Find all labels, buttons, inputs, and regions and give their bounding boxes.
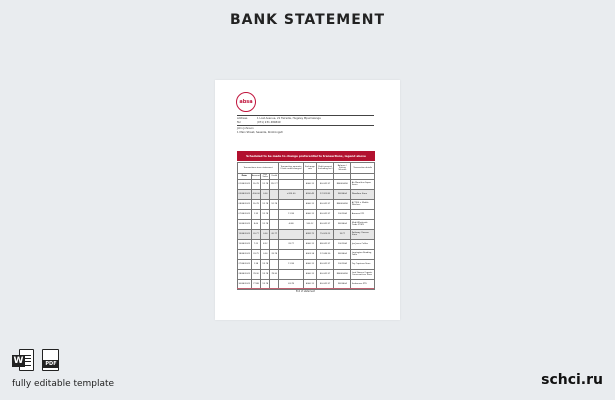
cell-amount: 7.22 bbox=[251, 239, 261, 249]
cell-credit bbox=[270, 239, 279, 249]
site-watermark: schci.ru bbox=[541, 372, 603, 388]
cell-balance: 75,025.22 bbox=[316, 229, 333, 239]
cell-balance: 80,241.37 bbox=[316, 279, 333, 289]
cell-amount: 1.38 bbox=[251, 259, 261, 269]
col-amounts: Transaction amounts (Cash credit/charges) bbox=[279, 163, 304, 174]
cell-balance: 80,241.37 bbox=[316, 199, 333, 209]
cell-rate: 33.77 bbox=[279, 239, 304, 249]
cell-credit: 92.78 bbox=[270, 199, 279, 209]
cell-fee: 92.78 bbox=[261, 209, 270, 219]
cell-date: 07/04/2022 bbox=[238, 209, 252, 219]
cell-credit bbox=[270, 209, 279, 219]
cell-fee: 0.00 bbox=[261, 229, 270, 239]
cell-fee: 0.00 bbox=[261, 189, 270, 199]
phone-value: (071) 231 484849 bbox=[257, 120, 281, 124]
bank-logo: absa bbox=[236, 92, 256, 112]
table-row bbox=[238, 219, 375, 229]
cell-amount: 55.78 bbox=[251, 179, 261, 189]
holder-name: John Johnson bbox=[237, 127, 254, 130]
cell-rate bbox=[279, 229, 304, 239]
cell-credit bbox=[270, 219, 279, 229]
col-details: Transaction details bbox=[351, 163, 375, 174]
cell-debit: 900.12 bbox=[303, 219, 316, 229]
cell-date: 03/04/2022 bbox=[238, 189, 252, 199]
cell-rate: 11.98 bbox=[279, 259, 304, 269]
col-balance: Balance / Pricing Scheme bbox=[334, 163, 351, 174]
cell-detail: Pathway Cinema Store bbox=[351, 229, 375, 239]
col-debit: Debit amount (including fee) bbox=[316, 163, 333, 174]
subcol-credit: Credit bbox=[271, 175, 278, 178]
cell-fee: 8.22 bbox=[261, 239, 270, 249]
table-row bbox=[238, 259, 375, 269]
cell-balance: 88,241.37 bbox=[316, 239, 333, 249]
cell-fee: 93.78 bbox=[261, 259, 270, 269]
cell-debit: 4060.12 bbox=[303, 199, 316, 209]
cell-debit: 4382.72 bbox=[303, 229, 316, 239]
cell-debit: 4060.12 bbox=[303, 209, 316, 219]
transactions-table bbox=[237, 162, 375, 290]
cell-debit: 4060.12 bbox=[303, 279, 316, 289]
table-row bbox=[238, 209, 375, 219]
cell-ref: 9820404 bbox=[334, 249, 351, 259]
cell-fee: 92.78 bbox=[261, 179, 270, 189]
table-row bbox=[238, 269, 375, 279]
phone-row bbox=[237, 121, 377, 125]
cell-amount: 33.79 bbox=[251, 249, 261, 259]
cell-rate bbox=[279, 199, 304, 209]
cell-ref: 1001244 bbox=[334, 239, 351, 249]
address-value: 1 Lost Avenue, 21 Fairside, Hugsley Mpumalanga bbox=[257, 117, 321, 120]
editable-caption: fully editable template bbox=[12, 379, 115, 389]
cell-credit: 20.77 bbox=[270, 229, 279, 239]
cell-date: 28/04/2022 bbox=[238, 269, 252, 279]
table-row bbox=[238, 179, 375, 189]
cell-rate bbox=[279, 179, 304, 189]
cell-amount: 78.30 bbox=[251, 269, 261, 279]
cell-detail: ACTIVE + Mobile Wireless bbox=[351, 199, 375, 209]
cell-amount: 8.60 bbox=[251, 219, 261, 229]
subcol-date: Date bbox=[238, 174, 252, 180]
cell-ref: NB0034/00 bbox=[334, 199, 351, 209]
cell-amount: -300.00 bbox=[251, 189, 261, 199]
address-divider bbox=[237, 125, 374, 126]
table-row bbox=[238, 229, 375, 239]
cell-fee: 92.78 bbox=[261, 219, 270, 229]
cell-rate bbox=[279, 249, 304, 259]
table-row bbox=[238, 199, 375, 209]
cell-detail: Seabreeze PTE bbox=[351, 279, 375, 289]
cell-debit: 4300.49 bbox=[303, 189, 316, 199]
word-badge: W bbox=[13, 356, 24, 366]
pdf-badge: PDF bbox=[43, 360, 59, 368]
cell-debit: 4060.12 bbox=[303, 269, 316, 279]
cell-ref: 9077 bbox=[334, 229, 351, 239]
cell-rate: +325.00 bbox=[279, 189, 304, 199]
word-doc-icon bbox=[12, 349, 34, 373]
table-row bbox=[238, 239, 375, 249]
cell-rate: -8.80 bbox=[279, 219, 304, 229]
cell-debit: 4060.12 bbox=[303, 179, 316, 189]
cell-balance: 80,241.37 bbox=[316, 259, 333, 269]
cell-date: 01/04/2022 bbox=[238, 179, 252, 189]
cell-date: 27/04/2022 bbox=[238, 259, 252, 269]
statement-banner: Scheduled to be made to change preferential to transactions, legend above bbox=[237, 151, 375, 161]
cell-rate: 63.78 bbox=[279, 279, 304, 289]
cell-ref: 1001244 bbox=[334, 209, 351, 219]
cell-ref: 1001244 bbox=[334, 259, 351, 269]
cell-detail: Woodlam Store bbox=[351, 189, 375, 199]
cell-ref: NB0034/00 bbox=[334, 269, 351, 279]
cell-balance: 80,241.37 bbox=[316, 219, 333, 229]
cell-date: 30/04/2022 bbox=[238, 279, 252, 289]
holder-address: 1 Main Street, Seaside, Kirstrongstr bbox=[237, 130, 283, 134]
statement-preview bbox=[215, 80, 400, 320]
statement-end: End of statement bbox=[296, 290, 315, 293]
format-icons bbox=[12, 349, 61, 373]
cell-detail: Mobi Wholesale Trade FTWG bbox=[351, 219, 375, 229]
cell-amount: 77.88 bbox=[251, 279, 261, 289]
cell-date: 08/04/2022 bbox=[238, 199, 252, 209]
cell-detail: Lord Games Organic Conservatives Store bbox=[351, 269, 375, 279]
subcol-amount: Amount bbox=[252, 175, 260, 178]
cell-amount: 55.78 bbox=[251, 199, 261, 209]
cell-detail: Toy Caprinus Store bbox=[351, 259, 375, 269]
cell-balance: 97,246.30 bbox=[316, 249, 333, 259]
cell-debit: 4060.12 bbox=[303, 259, 316, 269]
table-row bbox=[238, 249, 375, 259]
header-divider bbox=[237, 115, 374, 116]
cell-ref: NB0034/00 bbox=[334, 179, 351, 189]
cell-credit: 192.77 bbox=[270, 179, 279, 189]
cell-amount: 1.39 bbox=[251, 209, 261, 219]
cell-amount: 20.77 bbox=[251, 229, 261, 239]
cell-balance: 80,241.37 bbox=[316, 269, 333, 279]
cell-rate: 11.98 bbox=[279, 209, 304, 219]
cell-credit: 78.30 bbox=[270, 269, 279, 279]
cell-detail: Jon Jones Coffee bbox=[351, 239, 375, 249]
cell-detail: Lamington Reading Table bbox=[351, 249, 375, 259]
cell-date: 18/04/2022 bbox=[238, 249, 252, 259]
page-title: BANK STATEMENT bbox=[229, 12, 386, 28]
table-row bbox=[238, 189, 375, 199]
cell-rate bbox=[279, 269, 304, 279]
cell-ref: 9820404 bbox=[334, 189, 351, 199]
cell-balance: 80,241.37 bbox=[316, 179, 333, 189]
col-transactions: Transactions since statement bbox=[238, 163, 279, 174]
cell-detail: Air Mauritius Super Saver bbox=[351, 179, 375, 189]
phone-label: Tel bbox=[237, 120, 241, 124]
cell-credit: 33.78 bbox=[270, 249, 279, 259]
cell-debit: 4060.12 bbox=[303, 239, 316, 249]
cell-credit bbox=[270, 189, 279, 199]
cell-fee: 93.78 bbox=[261, 269, 270, 279]
cell-fee: 92.78 bbox=[261, 199, 270, 209]
cell-ref: 9820404 bbox=[334, 279, 351, 289]
footer-divider bbox=[237, 288, 374, 289]
address-label: Address bbox=[237, 117, 248, 120]
account-holder bbox=[237, 127, 283, 134]
col-rate: Exchange rate bbox=[303, 163, 316, 174]
cell-balance: 97,322.82 bbox=[316, 189, 333, 199]
cell-balance: 80,241.37 bbox=[316, 209, 333, 219]
cell-fee: 93.78 bbox=[261, 279, 270, 289]
cell-date: 15/04/2022 bbox=[238, 239, 252, 249]
cell-credit bbox=[270, 259, 279, 269]
cell-date: 13/04/2022 bbox=[238, 229, 252, 239]
cell-debit: 4063.14 bbox=[303, 249, 316, 259]
bank-address-block bbox=[237, 117, 377, 124]
cell-fee: 0.00 bbox=[261, 249, 270, 259]
pdf-doc-icon bbox=[39, 349, 61, 373]
cell-date: 10/04/2022 bbox=[238, 219, 252, 229]
cell-detail: Amazon LTD bbox=[351, 209, 375, 219]
cell-ref: 9820404 bbox=[334, 219, 351, 229]
subcol-fee: Fee Value bbox=[262, 174, 269, 179]
